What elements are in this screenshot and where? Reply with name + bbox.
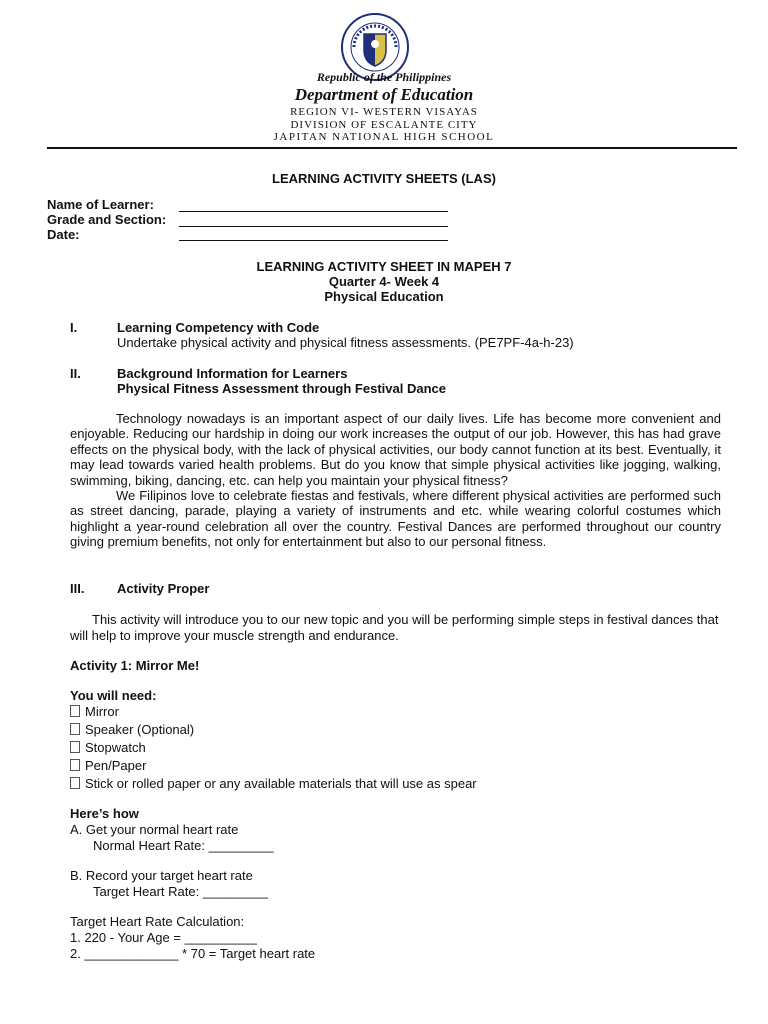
you-will-need-label: You will need: [70, 688, 157, 703]
need-item: Stopwatch [70, 740, 146, 755]
date-line [179, 240, 448, 241]
step-a: A. Get your normal heart rate [70, 822, 239, 837]
subtitle-line3: Physical Education [324, 289, 444, 304]
name-line [179, 211, 448, 212]
checkbox-icon [70, 777, 80, 789]
section1-heading: Learning Competency with Code [117, 320, 320, 335]
need-item: Speaker (Optional) [70, 722, 194, 737]
need-item: Pen/Paper [70, 758, 146, 773]
activity-title: Activity 1: Mirror Me! [70, 658, 200, 673]
department-title: Department of Education [294, 85, 474, 104]
background-paragraphs [70, 411, 721, 550]
section1-number: I. [70, 320, 78, 335]
header-divider [47, 147, 737, 149]
heres-how-label: Here’s how [70, 806, 139, 821]
section1-text: Undertake physical activity and physical fitness assessments. (PE7PF-4a-h-23) [117, 335, 574, 350]
grade-line [179, 226, 448, 227]
document-title: LEARNING ACTIVITY SHEETS (LAS) [272, 171, 496, 186]
subtitle-line1: LEARNING ACTIVITY SHEET IN MAPEH 7 [256, 259, 512, 274]
name-label: Name of Learner: [47, 197, 154, 212]
calculation-step-2: 2. _____________ * 70 = Target heart rate [70, 946, 316, 961]
need-item: Stick or rolled paper or any available materials that will use as spear [70, 776, 477, 791]
section2-number: II. [70, 366, 81, 381]
section2-heading: Background Information for Learners [117, 366, 348, 381]
background-paragraph-1: Technology nowadays is an important aspect of our daily lives. Life has become more convenient and enjoyable. Reducing our hardship in doing our work increases the output of our job. However, this has had grave effects on the physical body, with the lack of physical activities, our body cannot function at its best. Eventually, it may lead towards varied health problems. But do you know that simple physical activities like jogging, walking, swimming, biking, dancing, etc. can help you maintain your physical fitness? [70, 411, 721, 488]
calculation-step-1: 1. 220 - Your Age = __________ [70, 930, 257, 945]
grade-label: Grade and Section: [47, 212, 167, 227]
republic-text: Republic of the Philippines [316, 70, 452, 84]
checkbox-icon [70, 759, 80, 771]
normal-heart-rate-field: Normal Heart Rate: _________ [93, 838, 274, 853]
division-text: DIVISION OF ESCALANTE CITY [290, 119, 478, 131]
target-heart-rate-field: Target Heart Rate: _________ [93, 884, 268, 899]
calculation-label: Target Heart Rate Calculation: [70, 914, 245, 929]
school-name: JAPITAN NATIONAL HIGH SCHOOL [273, 131, 495, 143]
need-item: Mirror [70, 704, 119, 719]
checkbox-icon [70, 741, 80, 753]
checkbox-icon [70, 705, 80, 717]
section3-heading: Activity Proper [117, 581, 210, 596]
section2-subheading: Physical Fitness Assessment through Festival Dance [117, 381, 446, 396]
background-paragraph-2: We Filipinos love to celebrate fiestas and festivals, where different physical activities are performed such as street dancing, parade, playing a variety of instruments and etc. while wearing colorful costumes which highlight a year-round celebration all over the country. Festival Dances are performed throughout our country giving premium benefits, not only for entertainment but also to our personal fitness. [70, 488, 721, 550]
date-label: Date: [47, 227, 80, 242]
section3-number: III. [70, 581, 85, 596]
subtitle-line2: Quarter 4- Week 4 [328, 274, 440, 289]
step-b: B. Record your target heart rate [70, 868, 253, 883]
activity-intro-text: This activity will introduce you to our new topic and you will be performing simple steps in festival dances that will help to improve your muscle strength and endurance. [70, 612, 719, 643]
activity-intro [70, 612, 721, 644]
checkbox-icon [70, 723, 80, 735]
region-text: REGION VI- WESTERN VISAYAS [290, 106, 478, 118]
